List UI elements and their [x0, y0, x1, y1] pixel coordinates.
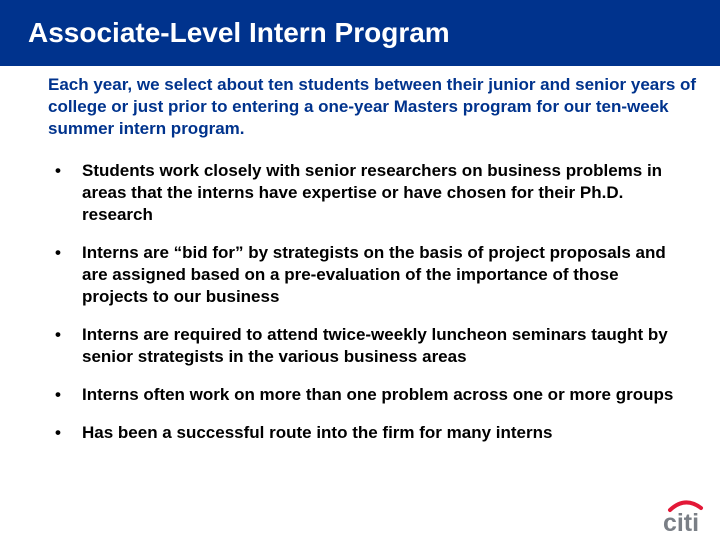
bullet-text: Has been a successful route into the firm for many interns: [82, 423, 553, 442]
bullet-text: Interns are “bid for” by strategists on the basis of project proposals and are assigned based on a pre-evaluation of the importance of those projects to our business: [82, 243, 666, 306]
bullet-marker: •: [55, 161, 61, 180]
bullet-marker: •: [55, 243, 61, 262]
bullet-item: [55, 242, 675, 308]
title-bar: [0, 0, 720, 66]
bullet-text: Students work closely with senior researchers on business problems in areas that the interns have expertise or have chosen for their Ph.D. research: [82, 161, 663, 224]
bullet-text: Interns often work on more than one problem across one or more groups: [82, 385, 674, 404]
bullet-item: [55, 324, 675, 368]
citi-logo: [654, 492, 708, 534]
bullet-marker: •: [55, 423, 61, 442]
intro-paragraph: Each year, we select about ten students between their junior and senior years of college or just prior to entering a one-year Masters program for our ten-week summer intern program.: [48, 75, 697, 138]
bullet-marker: •: [55, 385, 61, 404]
bullet-text: Interns are required to attend twice-weekly luncheon seminars taught by senior strategists in the various business areas: [82, 325, 668, 366]
citi-logo-wordmark: citi: [662, 509, 700, 534]
bullet-item: [55, 160, 675, 226]
bullet-list: [55, 160, 675, 460]
bullet-item: [55, 384, 675, 406]
bullet-marker: •: [55, 325, 61, 344]
bullet-item: [55, 422, 675, 444]
slide-title: Associate-Level Intern Program: [28, 17, 450, 48]
